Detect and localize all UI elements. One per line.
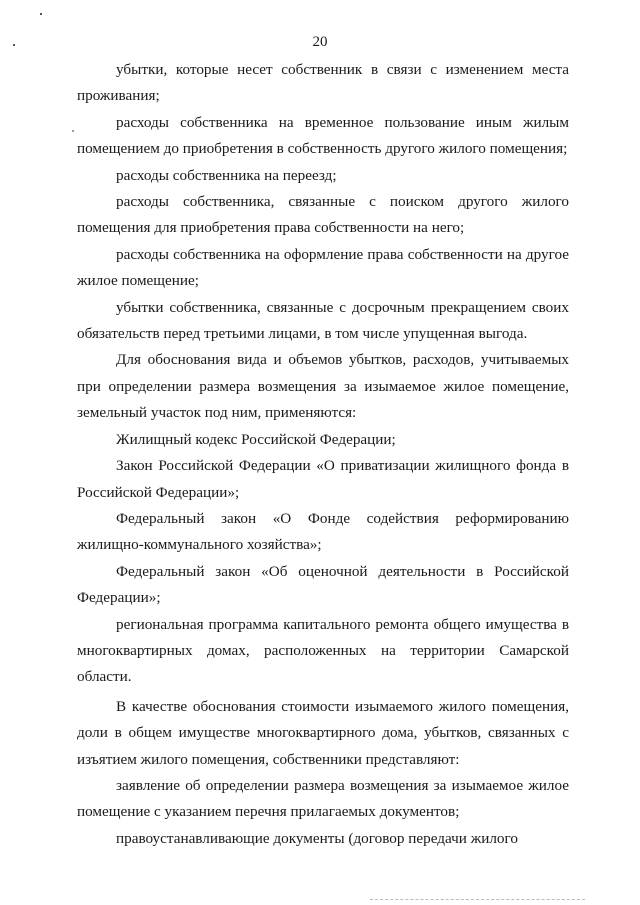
paragraph: региональная программа капитального ремонта общего имущества в многоквартирных домах, расположенных на территории Самарской области. xyxy=(77,615,569,686)
paragraph: заявление об определении размера возмещения за изымаемое жилое помещение с указанием перечня прилагаемых документов; xyxy=(77,776,569,821)
paragraph: расходы собственника на переезд; xyxy=(116,166,337,184)
paragraph: убытки собственника, связанные с досрочным прекращением своих обязательств перед третьими лицами, в том числе упущенная выгода. xyxy=(77,298,569,343)
paragraph: расходы собственника на временное пользование иным жилым помещением до приобретения в собственность другого жилого помещения; xyxy=(77,113,569,158)
document-body xyxy=(77,57,569,852)
paragraph: Закон Российской Федерации «О приватизации жилищного фонда в Российской Федерации»; xyxy=(77,457,569,501)
paragraph: Федеральный закон «О Фонде содействия реформированию жилищно-коммунального хозяйства»; xyxy=(77,509,569,554)
paragraph: расходы собственника, связанные с поиском другого жилого помещения для приобретения права собственности на него; xyxy=(77,193,569,237)
paragraph: правоустанавливающие документы (договор передачи жилого xyxy=(116,829,518,847)
paragraph: расходы собственника на оформление права собственности на другое жилое помещение; xyxy=(77,245,569,290)
paragraph: Жилищный кодекс Российской Федерации; xyxy=(116,430,396,448)
paragraph: убытки, которые несет собственник в связи с изменением места проживания; xyxy=(77,61,569,105)
scan-speck xyxy=(40,13,42,15)
scan-speck xyxy=(72,130,74,132)
paragraph: Для обоснования вида и объемов убытков, расходов, учитываемых при определении размера возмещения за изымаемое жилое помещение, земельный участок под ним, применяются: xyxy=(77,351,569,422)
paragraph: Федеральный закон «Об оценочной деятельности в Российской Федерации»; xyxy=(77,562,569,607)
page-number: 20 xyxy=(312,34,328,50)
scan-edge-line xyxy=(370,899,585,900)
paragraph: В качестве обоснования стоимости изымаемого жилого помещения, доли в общем имуществе многоквартирного дома, убытков, связанных с изъятием жилого помещения, собственники представляют: xyxy=(77,697,569,768)
